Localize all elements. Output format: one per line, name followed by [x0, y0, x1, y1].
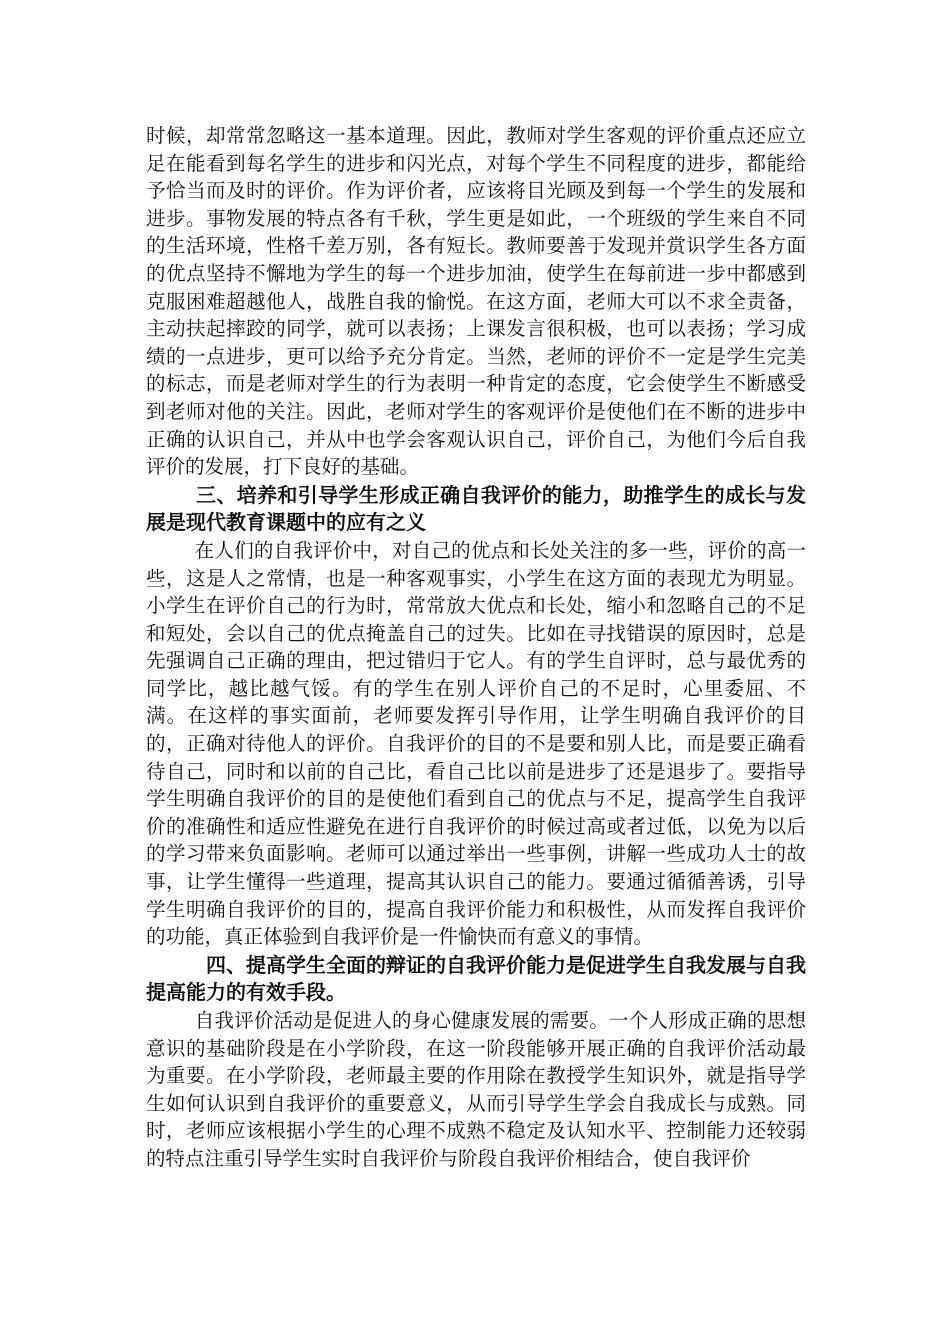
- body-paragraph-continued: 时候，却常常忽略这一基本道理。因此，教师对学生客观的评价重点还应立足在能看到每名学生的进步和闪光点，对每个学生不同程度的进步，都能给予恰当而及时的评价。作为评价者，应该将目光顾及到每一个学生的发展和进步。事物发展的特点各有千秋，学生更是如此，一个班级的学生来自不同的生活环境，性格千差万别，各有短长。教师要善于发现并赏识学生各方面的优点坚持不懈地为学生的每一个进步加油，使学生在每前进一步中都感到克服困难超越他人，战胜自我的愉悦。在这方面，老师大可以不求全责备，主动扶起摔跤的同学，就可以表扬；上课发言很积极，也可以表扬；学习成绩的一点进步，更可以给予充分肯定。当然，老师的评价不一定是学生完美的标志，而是老师对学生的行为表明一种肯定的态度，它会使学生不断感受到老师对他的关注。因此，老师对学生的客观评价是使他们在不断的进步中正确的认识自己，并从中也学会客观认识自己，评价自己，为他们今后自我评价的发展，打下良好的基础。: [146, 124, 806, 479]
- section-heading-3: 三、培养和引导学生形成正确自我评价的能力，助推学生的成长与发展是现代教育课题中的应有之义: [146, 482, 806, 535]
- document-page: [146, 122, 806, 1173]
- body-paragraph-section-3: 在人们的自我评价中，对自己的优点和长处关注的多一些，评价的高一些，这是人之常情，也是一种客观事实，小学生在这方面的表现尤为明显。小学生在评价自己的行为时，常常放大优点和长处，缩小和忽略自己的不足和短处，会以自己的优点掩盖自己的过失。比如在寻找错误的原因时，总是先强调自己正确的理由，把过错归于它人。有的学生自评时，总与最优秀的同学比，越比越气馁。有的学生在别人评价自己的不足时，心里委屈、不满。在这样的事实面前，老师要发挥引导作用，让学生明确自我评价的目的，正确对待他人的评价。自我评价的目的不是要和别人比，而是要正确看待自己，同时和以前的自己比，看自己比以前是进步了还是退步了。要指导学生明确自我评价的目的是使他们看到自己的优点与不足，提高学生自我评价的准确性和适应性避免在进行自我评价的时候过高或者过低，以免为以后的学习带来负面影响。老师可以通过举出一些事例，讲解一些成功人士的故事，让学生懂得一些道理，提高其认识自己的能力。要通过循循善诱，引导学生明确自我评价的目的，提高自我评价能力和积极性，从而发挥自我评价的功能，真正体验到自我评价是一件愉快而有意义的事情。: [146, 538, 806, 949]
- section-heading-4: 四、提高学生全面的辩证的自我评价能力是促进学生自我发展与自我提高能力的有效手段。: [146, 952, 806, 1005]
- body-paragraph-section-4: 自我评价活动是促进人的身心健康发展的需要。一个人形成正确的思想意识的基础阶段是在小学阶段，在这一阶段能够开展正确的自我评价活动最为重要。在小学阶段，老师最主要的作用除在教授学生知识外，就是指导学生如何认识到自我评价的重要意义，从而引导学生学会自我成长与成熟。同时，老师应该根据小学生的心理不成熟不稳定及认知水平、控制能力还较弱的特点注重引导学生实时自我评价与阶段自我评价相结合，使自我评价: [146, 1009, 806, 1170]
